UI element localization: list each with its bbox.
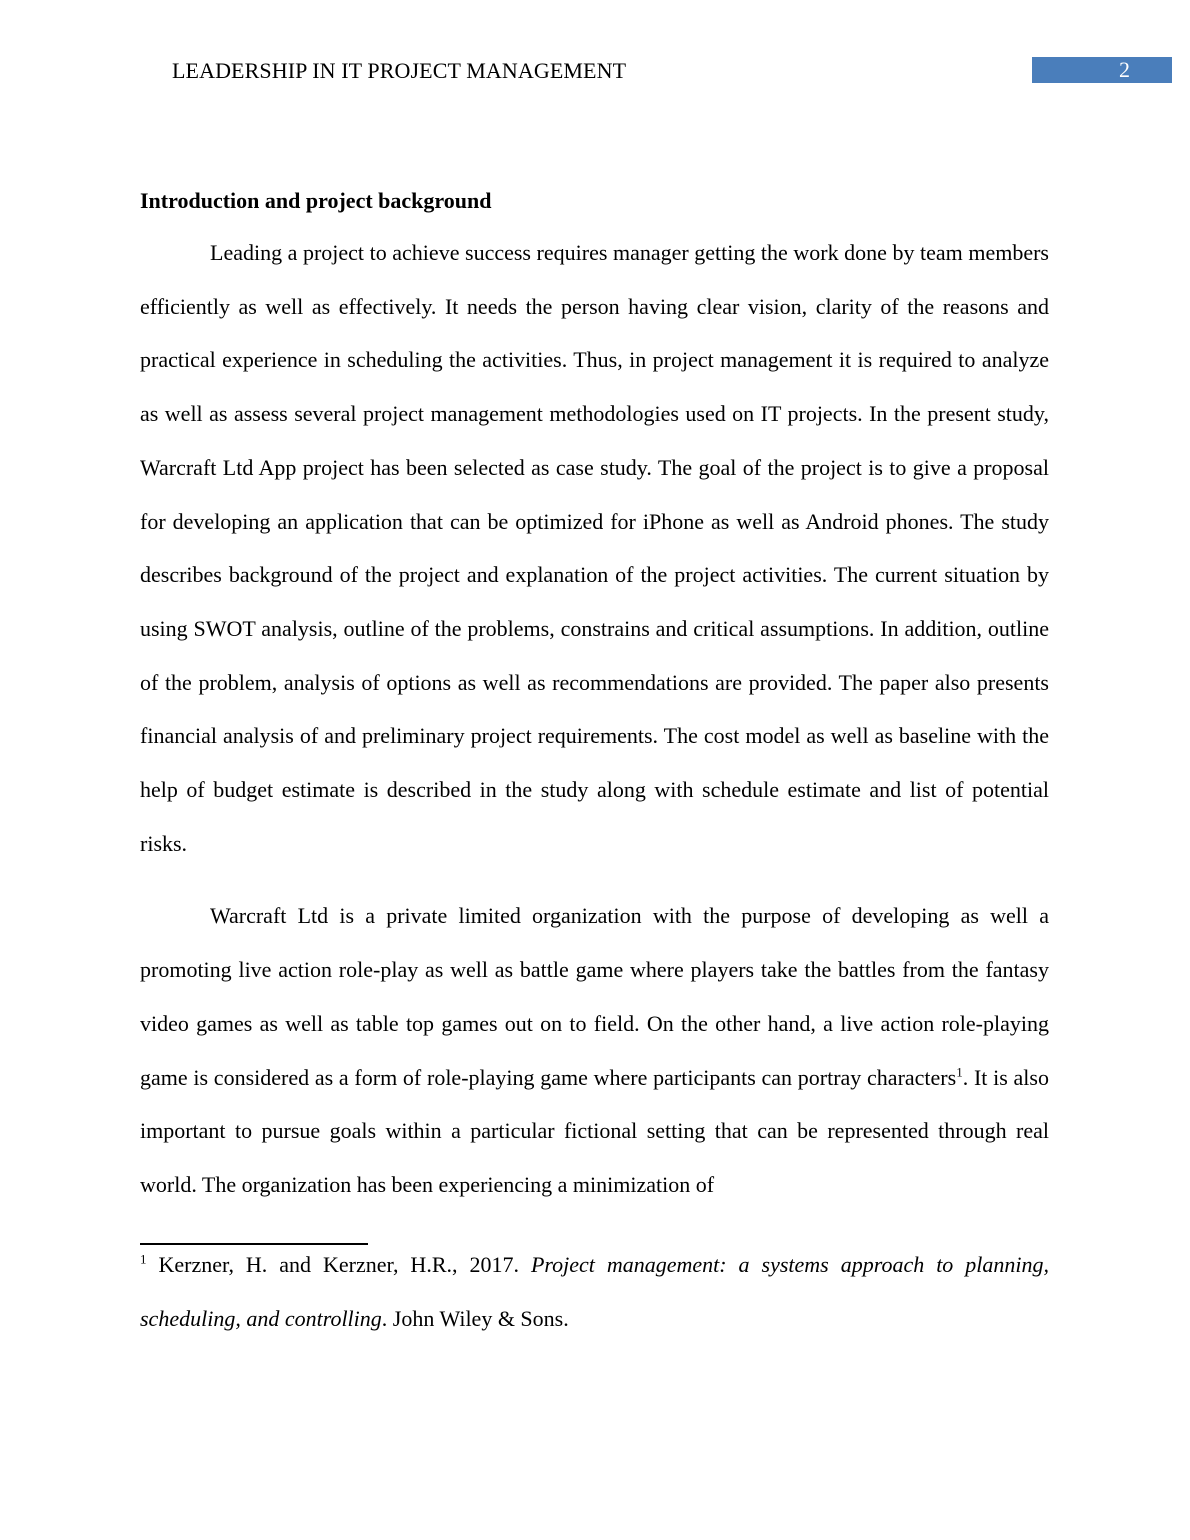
footnote-number: 1 <box>140 1251 147 1267</box>
running-head: LEADERSHIP IN IT PROJECT MANAGEMENT <box>172 58 627 83</box>
section-heading: Introduction and project background <box>140 188 492 213</box>
body-paragraph-2 <box>140 889 1049 1211</box>
page-number-box <box>1032 57 1172 83</box>
page-number: 2 <box>1119 57 1130 82</box>
footnote-authors: Kerzner, H. and Kerzner, H.R., 2017. <box>158 1252 531 1277</box>
footnote-reference[interactable]: 1 <box>956 1064 963 1080</box>
footnote-title: Project management: a systems approach to planning, scheduling, and controlling <box>140 1252 1050 1331</box>
paragraph-2-text-end: . It is also important to pursue goals within a particular fictional setting that can be represented through real world. The organization has been experiencing a minimization of <box>140 1064 1049 1197</box>
paragraph-2-text-start: Warcraft Ltd is a private limited organization with the purpose of developing as well a promoting live action role-play as well as battle game where players take the battles from the fantasy video games as well as table top games out on to field. On the other hand, a live action role-playing game is considered as a form of role-playing game where participants can portray characters <box>140 903 1049 1090</box>
footnote-publisher: . John Wiley & Sons. <box>381 1305 569 1331</box>
document-body <box>140 186 1049 1212</box>
body-paragraph-1: Leading a project to achieve success requires manager getting the work done by team members efficiently as well as effectively. It needs the person having clear vision, clarity of the reasons and practical experience in scheduling the activities. Thus, in project management it is required to analyze as well as assess several project management methodologies used on IT projects. In the present study, Warcraft Ltd App project has been selected as case study. The goal of the project is to give a proposal for developing an application that can be optimized for iPhone as well as Android phones. The study describes background of the project and explanation of the project activities. The current situation by using SWOT analysis, outline of the problems, constrains and critical assumptions. In addition, outline of the problem, analysis of options as well as recommendations are provided. The paper also presents financial analysis of and preliminary project requirements. The cost model as well as baseline with the help of budget estimate is described in the study along with schedule estimate and list of potential risks. <box>140 240 1049 856</box>
footnote <box>140 1238 1049 1345</box>
